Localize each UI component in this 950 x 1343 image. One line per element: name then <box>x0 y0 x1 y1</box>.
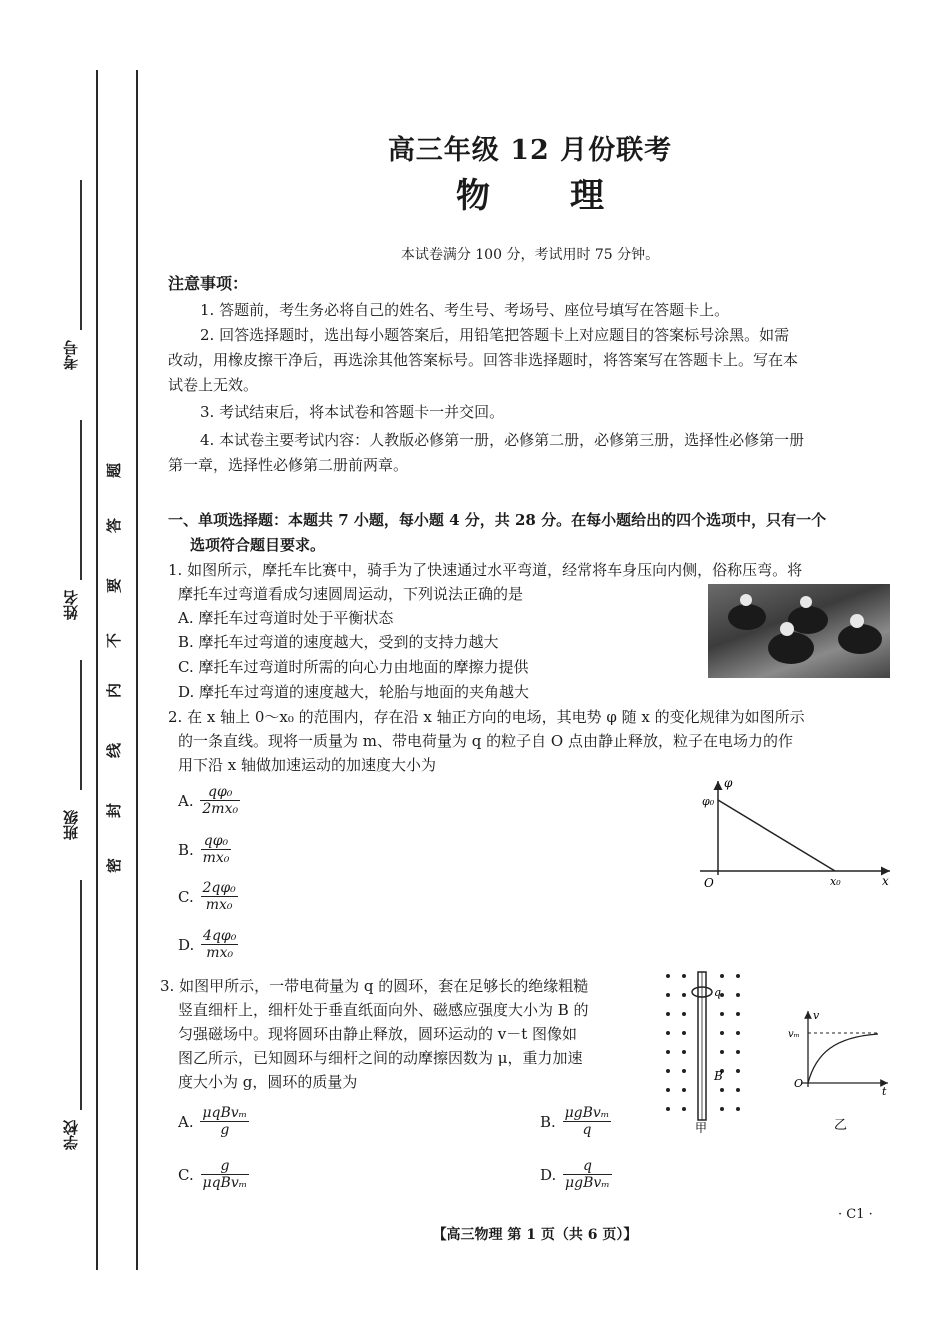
name-label: 姓名 <box>62 590 80 620</box>
q2-option-b <box>178 833 231 866</box>
field-dot <box>720 1012 724 1016</box>
option-fraction <box>563 1105 612 1138</box>
notes-line: 试卷上无效。 <box>168 376 259 394</box>
option-fraction <box>201 928 238 961</box>
notes-line: 3. 考试结束后，将本试卷和答题卡一并交回。 <box>200 403 505 421</box>
field-dot <box>720 1031 724 1035</box>
seal-char: 内 <box>105 682 124 699</box>
option-label: A. <box>178 791 194 810</box>
field-dots <box>666 974 740 1111</box>
field-dot <box>720 1088 724 1092</box>
q3-stem-cont: 匀强磁场中。现将圆环由静止释放，圆环运动的 v－t 图像如 <box>178 1025 578 1043</box>
option-fraction <box>201 1158 250 1191</box>
field-dot <box>666 974 670 978</box>
page-footer: 【高三物理 第 1 页（共 6 页）】 <box>432 1227 638 1243</box>
q3-option-d <box>540 1158 612 1191</box>
x-tick-label: x₀ <box>830 875 841 888</box>
section-heading: 一、单项选择题：本题共 7 小题，每小题 4 分，共 28 分。在每小题给出的四个选项中，只有一个 <box>168 511 827 529</box>
q1-option-b: B. 摩托车过弯道的速度越大，受到的支持力越大 <box>178 633 499 651</box>
q3-option-c <box>178 1158 249 1191</box>
seal-char: 密 <box>105 857 124 874</box>
seal-char: 不 <box>105 632 124 649</box>
option-label: B. <box>178 840 194 859</box>
numerator: 4qφ₀ <box>203 928 237 944</box>
field-label: B <box>714 1069 723 1083</box>
section-heading-cont: 选项符合题目要求。 <box>190 536 326 554</box>
q3-option-b <box>540 1105 611 1138</box>
q3-stem-cont: 度大小为 g，圆环的质量为 <box>178 1073 358 1091</box>
field-dot <box>736 1012 740 1016</box>
name-underline <box>80 420 82 580</box>
field-dot <box>682 1069 686 1073</box>
figure-caption-yi: 乙 <box>834 1118 848 1133</box>
field-dot <box>666 1069 670 1073</box>
option-label: B. <box>540 1112 556 1131</box>
q1-option-d: D. 摩托车过弯道的速度越大，轮胎与地面的夹角越大 <box>178 683 530 701</box>
option-label: D. <box>178 935 195 954</box>
option-fraction <box>200 784 240 817</box>
field-dot <box>736 1069 740 1073</box>
option-label: C. <box>178 1165 194 1184</box>
denominator: 2mx₀ <box>202 801 239 817</box>
field-dot <box>666 1107 670 1111</box>
q1-option-c: C. 摩托车过弯道时所需的向心力由地面的摩擦力提供 <box>178 658 529 676</box>
field-dot <box>682 1107 686 1111</box>
motorcycle-race-photo <box>708 584 890 678</box>
field-dot <box>682 1031 686 1035</box>
field-dot <box>666 993 670 997</box>
denominator: mx₀ <box>205 897 233 913</box>
school-label: 学校 <box>62 1120 80 1150</box>
exam-title: 高三年级 12 月份联考 <box>387 135 673 166</box>
origin-label: O <box>704 876 714 890</box>
class-label: 班级 <box>62 810 80 840</box>
exam-info: 本试卷满分 100 分，考试用时 75 分钟。 <box>400 247 660 263</box>
origin-label: O <box>794 1077 804 1090</box>
q3-stem-cont: 图乙所示，已知圆环与细杆之间的动摩擦因数为 μ，重力加速 <box>178 1049 583 1067</box>
notes-line: 改动，用橡皮擦干净后，再选涂其他答案标号。回答非选择题时，将答案写在答题卡上。写在本 <box>168 351 799 369</box>
notes-line: 2. 回答选择题时，选出每小题答案后，用铅笔把答题卡上对应题目的答案标号涂黑。如需 <box>200 326 790 344</box>
denominator: μqBvₘ <box>202 1175 248 1191</box>
denominator: mx₀ <box>206 945 234 961</box>
field-dot <box>720 1050 724 1054</box>
subject-title: 物理 <box>456 176 684 216</box>
seal-char: 答 <box>105 517 124 534</box>
field-dot <box>666 1012 670 1016</box>
denominator: mx₀ <box>202 850 230 866</box>
field-dot <box>682 1050 686 1054</box>
potential-graph <box>690 775 900 895</box>
field-dot <box>720 1107 724 1111</box>
field-dot <box>682 974 686 978</box>
field-dot <box>666 1031 670 1035</box>
q2-stem-cont: 的一条直线。现将一质量为 m、带电荷量为 q 的粒子自 O 点由静止释放，粒子在电场力的作 <box>178 732 793 750</box>
denominator: g <box>220 1122 230 1138</box>
option-fraction <box>200 1105 249 1138</box>
ring-charge-label: q <box>714 986 722 999</box>
q2-option-a <box>178 784 240 817</box>
field-dot <box>666 1050 670 1054</box>
field-dot <box>736 1107 740 1111</box>
option-label: A. <box>178 1112 194 1131</box>
q1-stem: 1. 如图所示，摩托车比赛中，骑手为了快速通过水平弯道，经常将车身压向内侧，俗称压弯。将 <box>168 561 803 579</box>
q2-stem: 2. 在 x 轴上 0～x₀ 的范围内，存在沿 x 轴正方向的电场，其电势 φ 随 x 的变化规律为如图所示 <box>168 708 805 726</box>
option-label: C. <box>178 887 194 906</box>
q3-stem-cont: 竖直细杆上，细杆处于垂直纸面向外、磁感应强度大小为 B 的 <box>178 1001 589 1019</box>
numerator: g <box>201 1158 250 1175</box>
field-dot <box>736 1088 740 1092</box>
field-dot <box>720 974 724 978</box>
field-dot <box>736 974 740 978</box>
numerator: μgBvₘ <box>564 1105 610 1121</box>
numerator: qφ₀ <box>200 784 240 801</box>
v-axis-label: v <box>813 1009 820 1022</box>
vm-tick-label: vₘ <box>788 1029 800 1040</box>
vt-graph <box>780 1005 895 1135</box>
exam-number-label: 考号 <box>62 340 80 370</box>
denominator: μgBvₘ <box>565 1175 610 1191</box>
denominator: q <box>582 1122 592 1138</box>
field-dot <box>682 1012 686 1016</box>
seal-char: 题 <box>105 462 124 479</box>
field-dot <box>682 993 686 997</box>
class-underline <box>80 660 82 790</box>
numerator: 2qφ₀ <box>202 880 236 896</box>
field-dot <box>736 993 740 997</box>
x-axis-label: x <box>882 874 889 888</box>
t-axis-label: t <box>882 1085 887 1098</box>
seal-char: 线 <box>105 742 124 759</box>
numerator: q <box>563 1158 612 1175</box>
option-fraction <box>201 833 232 866</box>
y-tick-label: φ₀ <box>702 795 715 808</box>
notes-line: 第一章，选择性必修第二册前两章。 <box>168 456 409 474</box>
notes-line: 4. 本试卷主要考试内容：人教版必修第一册，必修第二册，必修第三册，选择性必修第一册 <box>200 431 805 449</box>
option-fraction <box>201 880 238 913</box>
seal-char: 要 <box>105 577 124 594</box>
q3-option-a <box>178 1105 249 1138</box>
rod-magnetic-field-figure <box>660 968 750 1133</box>
field-dot <box>736 1031 740 1035</box>
notes-line: 1. 答题前，考生务必将自己的姓名、考生号、考场号、座位号填写在答题卡上。 <box>200 301 730 319</box>
figure-caption-jia: 甲 <box>695 1121 708 1133</box>
field-dot <box>682 1088 686 1092</box>
q3-stem: 3. 如图甲所示，一带电荷量为 q 的圆环，套在足够长的绝缘粗糙 <box>160 977 589 995</box>
numerator: μqBvₘ <box>202 1105 248 1121</box>
q2-option-c <box>178 880 238 913</box>
q2-option-d <box>178 928 238 961</box>
potential-line <box>718 800 835 871</box>
notes-heading: 注意事项： <box>168 274 249 293</box>
q1-option-a: A. 摩托车过弯道时处于平衡状态 <box>178 609 394 627</box>
option-label: D. <box>540 1165 557 1184</box>
y-axis-label: φ <box>724 776 733 790</box>
field-dot <box>666 1088 670 1092</box>
numerator: qφ₀ <box>201 833 232 850</box>
school-underline <box>80 880 82 1110</box>
q1-stem-cont: 摩托车过弯道看成匀速圆周运动，下列说法正确的是 <box>178 585 524 603</box>
option-fraction <box>563 1158 612 1191</box>
seal-char: 封 <box>105 802 124 819</box>
paper-code: · C1 · <box>838 1207 873 1222</box>
field-dot <box>736 1050 740 1054</box>
velocity-curve <box>808 1034 878 1083</box>
q2-stem-cont: 用下沿 x 轴做加速运动的加速度大小为 <box>178 756 436 774</box>
